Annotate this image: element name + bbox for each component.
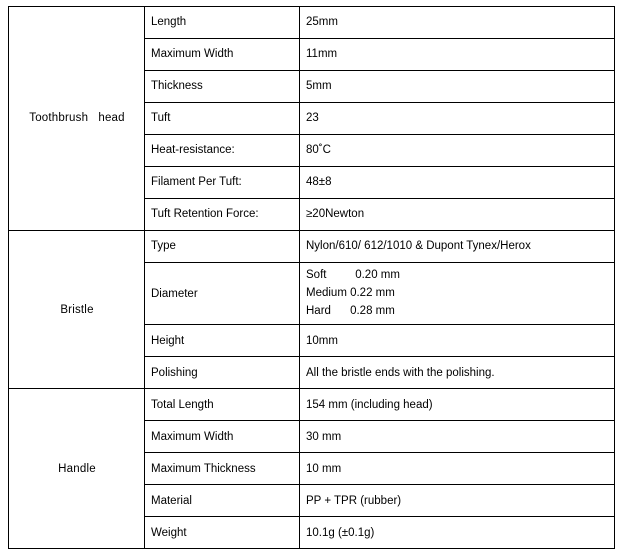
table-row <box>9 7 615 39</box>
property-cell: Maximum Thickness <box>145 453 300 485</box>
value-cell: 23 <box>300 103 615 135</box>
value-cell: 11mm <box>300 39 615 71</box>
property-cell: Thickness <box>145 71 300 103</box>
value-cell: 80˚C <box>300 135 615 167</box>
group-label-bristle: Bristle <box>60 303 94 316</box>
property-cell: Height <box>145 325 300 357</box>
value-line-medium: Medium 0.22 mm <box>306 286 395 299</box>
table-row <box>9 231 615 263</box>
group-label-cell-toothbrush-head <box>9 7 145 231</box>
group-label-handle: Handle <box>58 462 96 475</box>
value-cell: 25mm <box>300 7 615 39</box>
property-cell: Filament Per Tuft: <box>145 167 300 199</box>
value-cell: All the bristle ends with the polishing. <box>300 357 615 389</box>
property-cell: Total Length <box>145 389 300 421</box>
value-line-soft: Soft 0.20 mm <box>306 269 400 281</box>
value-cell: 10mm <box>300 325 615 357</box>
value-line-hard: Hard 0.28 mm <box>306 304 395 317</box>
property-cell: Tuft <box>145 103 300 135</box>
property-cell: Tuft Retention Force: <box>145 199 300 231</box>
value-cell: ≥20Newton <box>300 199 615 231</box>
group-label-toothbrush-head: Toothbrush head <box>29 112 125 125</box>
value-cell: PP + TPR (rubber) <box>300 485 615 517</box>
value-cell: 5mm <box>300 71 615 103</box>
specification-table <box>8 6 615 549</box>
property-cell: Maximum Width <box>145 421 300 453</box>
value-cell: 48±8 <box>300 167 615 199</box>
property-cell: Diameter <box>145 263 300 325</box>
value-cell: Nylon/610/ 612/1010 & Dupont Tynex/Herox <box>300 231 615 263</box>
value-cell: 154 mm (including head) <box>300 389 615 421</box>
property-cell: Weight <box>145 517 300 549</box>
group-label-cell-bristle <box>9 231 145 389</box>
value-cell-diameter <box>300 263 615 325</box>
property-cell: Type <box>145 231 300 263</box>
property-cell: Heat-resistance: <box>145 135 300 167</box>
value-cell: 10 mm <box>300 453 615 485</box>
property-cell: Polishing <box>145 357 300 389</box>
property-cell: Material <box>145 485 300 517</box>
property-cell: Length <box>145 7 300 39</box>
group-label-cell-handle <box>9 389 145 549</box>
value-cell: 10.1g (±0.1g) <box>300 517 615 549</box>
property-cell: Maximum Width <box>145 39 300 71</box>
table-row <box>9 389 615 421</box>
value-cell: 30 mm <box>300 421 615 453</box>
